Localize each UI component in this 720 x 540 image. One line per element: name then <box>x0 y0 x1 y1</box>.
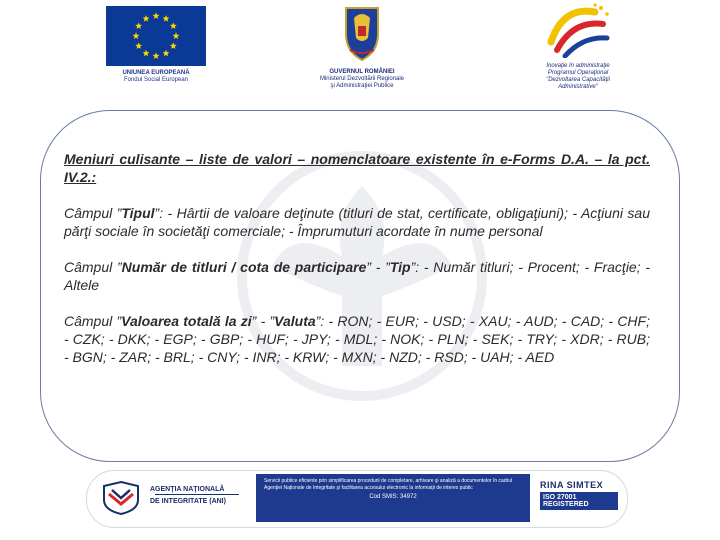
eu-star-icon <box>173 32 180 39</box>
field-label-valoare: Valoarea totală la zi <box>121 313 252 329</box>
rina-title: RINA SIMTEX <box>540 480 604 490</box>
eu-logo-line1: UNIUNEA EUROPEANĂ <box>122 70 190 76</box>
eu-logo-line2: Fondul Social European <box>123 77 189 83</box>
field-label-numar-titluri: Număr de titluri / cota de participare <box>121 259 367 275</box>
ani-line1: AGENŢIA NAŢIONALĂ <box>150 486 225 493</box>
eu-star-icon <box>170 22 177 29</box>
eu-star-icon <box>135 22 142 29</box>
ani-divider <box>155 494 239 495</box>
smis-code: Cod SMIS: 34972 <box>369 494 417 500</box>
eu-star-icon <box>143 15 150 22</box>
dca-logo-line2: Programul Operaţional <box>547 70 609 76</box>
eu-flag-icon <box>106 6 206 66</box>
eu-star-icon <box>143 50 150 57</box>
gov-logo-line1: GUVERNUL ROMÂNIEI <box>329 69 395 75</box>
field-numar-titluri-paragraph: Câmpul ”Număr de titluri / cota de participare” - ”Tip”: - Număr titluri; - Procent; - Fracţie; - Altele <box>64 259 651 293</box>
field-tipul-paragraph: Câmpul ”Tipul”: - Hârtii de valoare deţinute (titluri de stat, certificate, obligaţiuni); - Acţiuni sau părţi sociale în societăţi comerciale; - Împrumuturi acordate în nume personal <box>64 205 650 239</box>
eu-star-icon <box>153 52 160 59</box>
coat-of-arms-icon <box>340 4 384 62</box>
project-description: Servicii publice eficiente prin simplificarea procedurii de completare, arhivare şi analiză a documentelor în cadrul Agenţiei Naţionale de Integritate şi facilitarea accesului electronic la informaţii de interes public <box>264 478 513 491</box>
gov-logo-line2: Ministerul Dezvoltării Regionale <box>319 76 405 82</box>
eu-star-icon <box>153 12 160 19</box>
dca-swirl-icon <box>543 2 613 58</box>
dca-logo-line3: "Dezvoltarea Capacităţii <box>546 77 610 83</box>
dca-logo <box>528 2 628 91</box>
eu-star-icon <box>135 42 142 49</box>
eu-star-icon <box>133 32 140 39</box>
field-label-tip: Tip <box>389 259 411 275</box>
dca-logo-line4: Administrative" <box>558 84 598 90</box>
gov-logo-line3: şi Administraţiei Publice <box>330 83 394 89</box>
dca-logo-line1: Inovaţie în administraţie <box>546 63 610 69</box>
field-label-tipul: Tipul <box>121 205 155 221</box>
iso-badge: ISO 27001 REGISTERED <box>540 492 618 510</box>
gov-logo <box>300 4 424 90</box>
ani-line2: DE INTEGRITATE (ANI) <box>150 498 226 505</box>
rina-logo <box>540 480 620 510</box>
field-valoare-paragraph: Câmpul ”Valoarea totală la zi” - ”Valuta”: - RON; - EUR; - USD; - XAU; - AUD; - CAD; - CHF; - CZK; - DKK; - EGP; - GBP; - HUF; - JPY; - MDL; - NOK; - PLN; - SEK; - TRY; - XDR; - RUB; - BGN; - ZAR; - BRL; - CNY; - INR; - KRW; - MXN; - NZD; - RSD; - UAH; - AED <box>64 313 650 365</box>
ani-logo-icon <box>100 480 142 516</box>
eu-logo <box>96 6 216 84</box>
project-description-box <box>256 474 530 522</box>
field-label-valuta: Valuta <box>274 313 316 329</box>
eu-star-icon <box>170 42 177 49</box>
ani-name <box>150 485 248 506</box>
eu-star-icon <box>163 50 170 57</box>
section-heading: Meniuri culisante – liste de valori – nomenclatoare existente în e-Forms D.A. – la pct. IV.2.: <box>64 151 650 185</box>
content-area <box>64 150 650 384</box>
eu-star-icon <box>163 15 170 22</box>
